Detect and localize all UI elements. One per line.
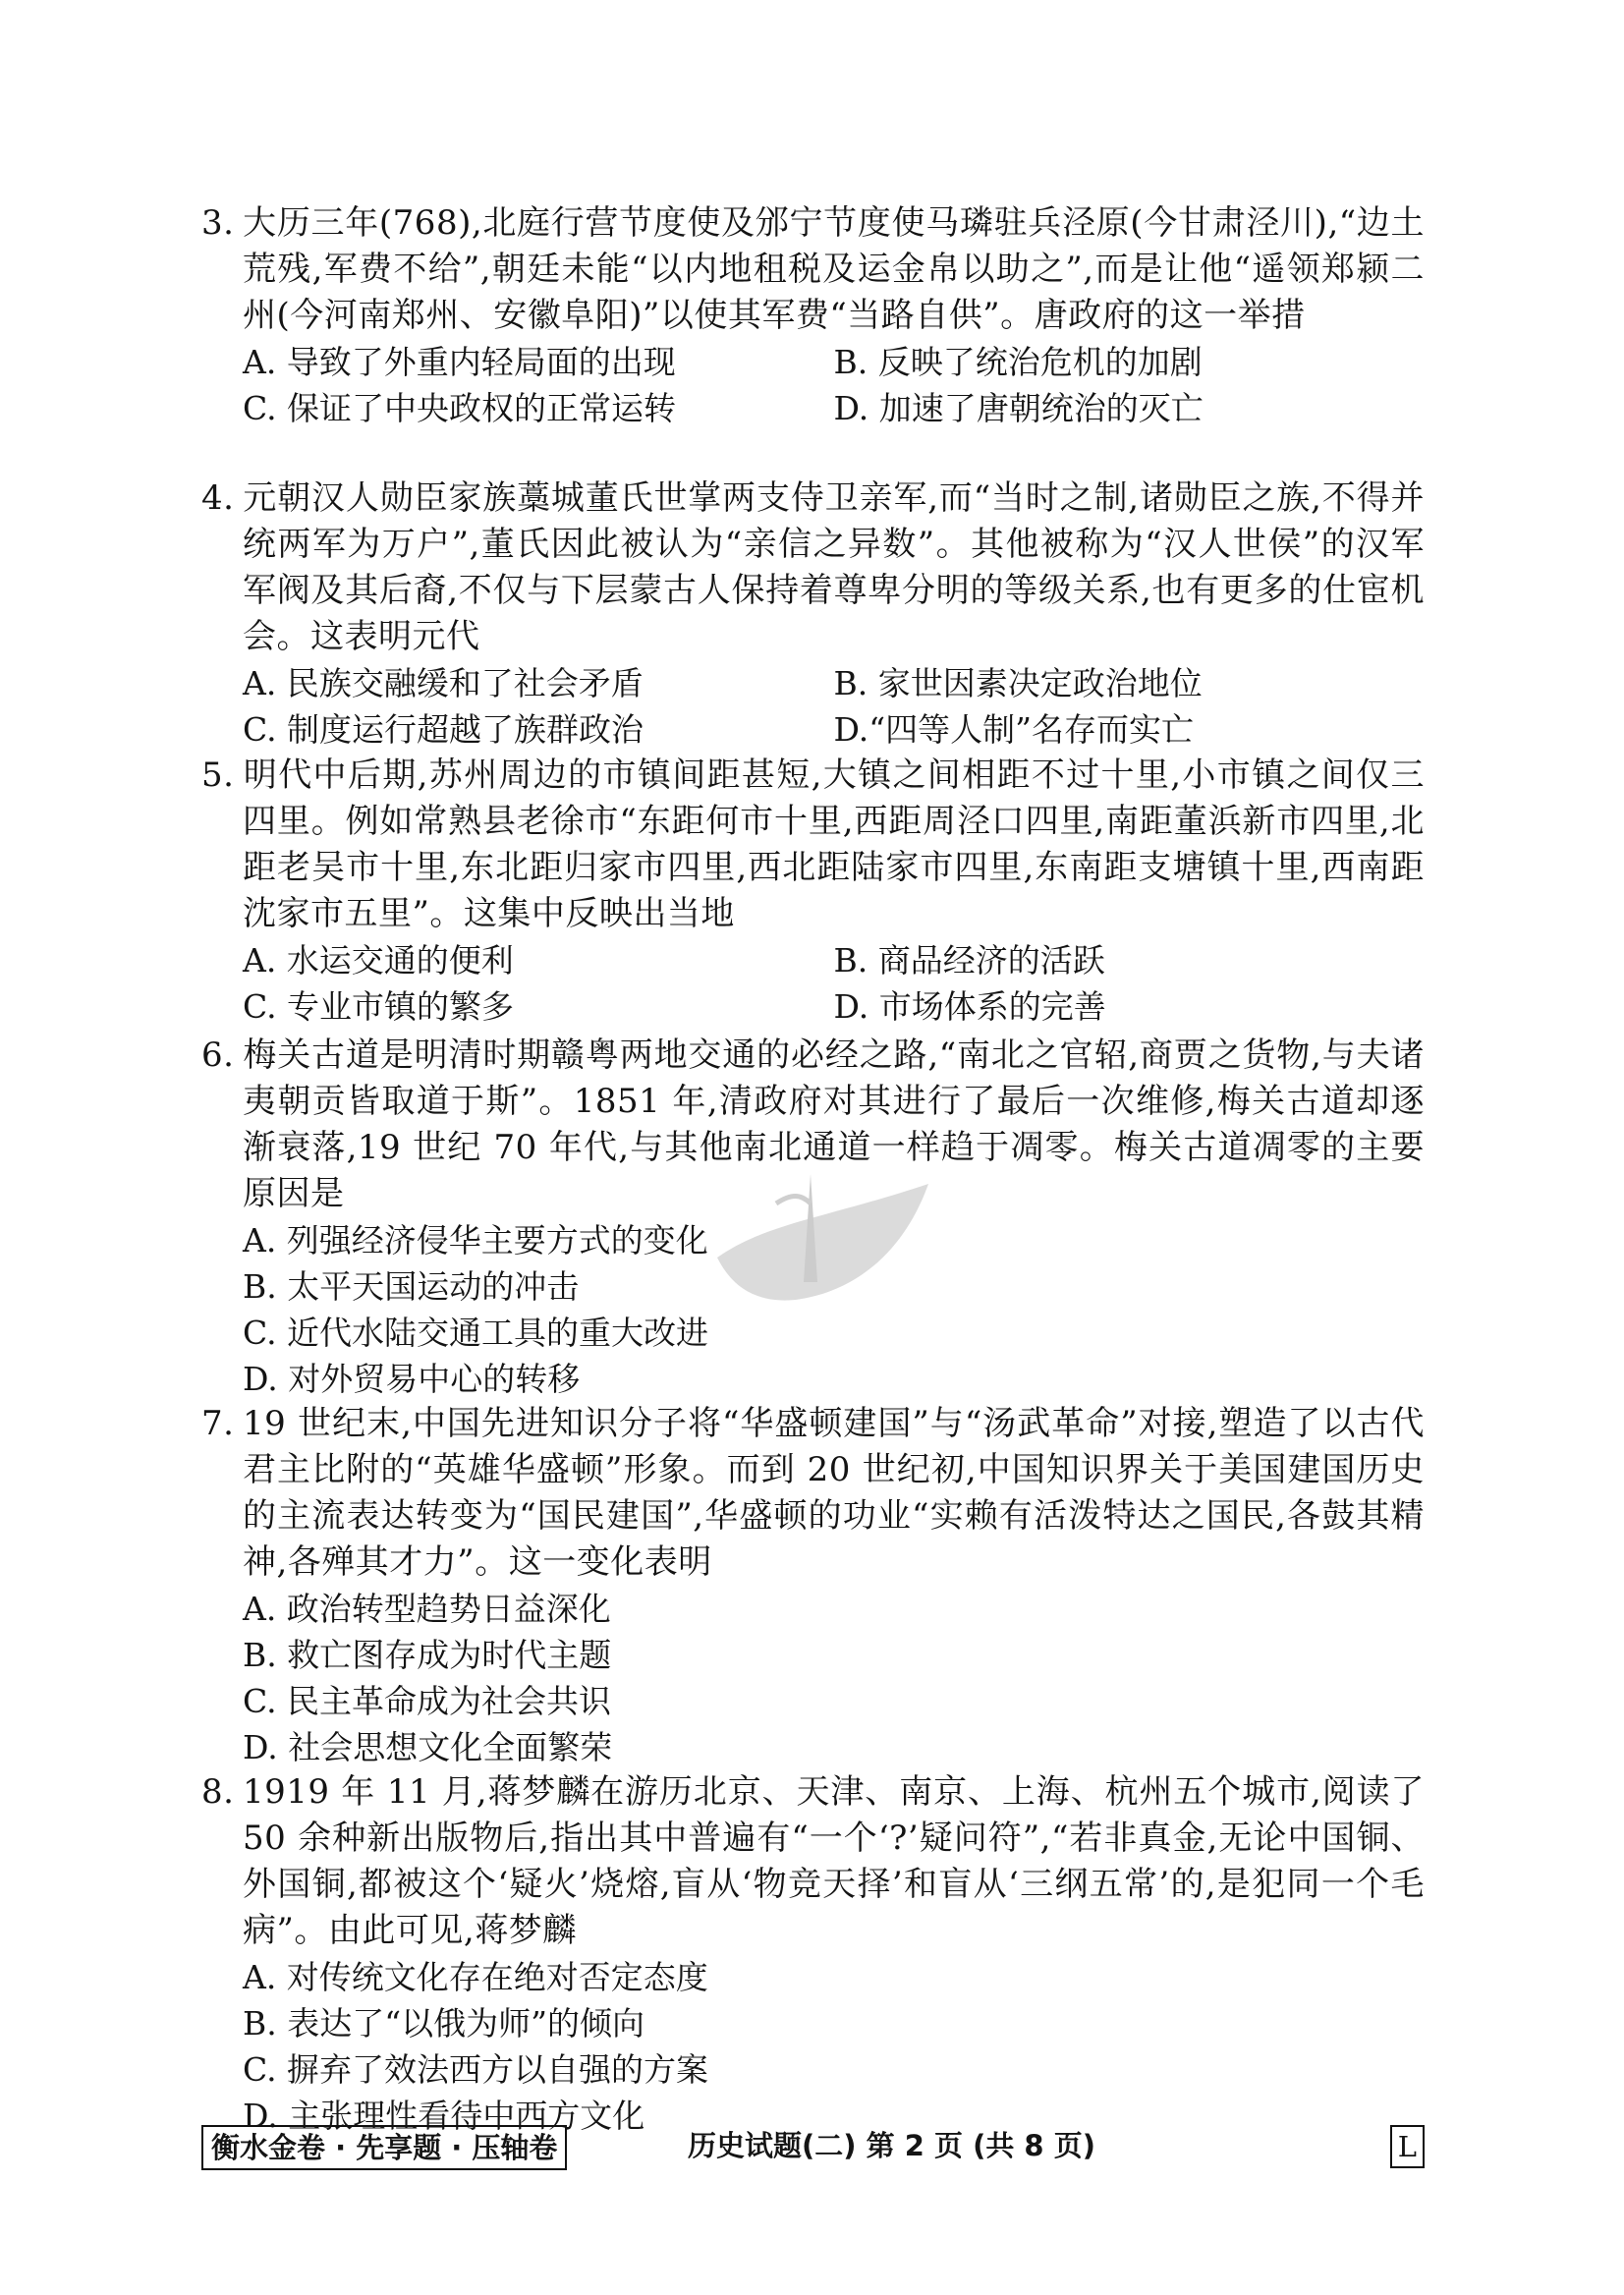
question-4-option-b[interactable]: B. 家世因素决定政治地位	[833, 664, 1203, 702]
question-4-text: 元朝汉人勋臣家族藁城董氏世掌两支侍卫亲军,而“当时之制,诸勋臣之族,不得并统两军为万户”,董氏因此被认为“亲信之异数”。其他被称为“汉人世侯”的汉军军阀及其后裔,不仅与下层蒙古人保持着尊卑分明的等级关系,也有更多的仕宦机会。这表明元代	[243, 478, 1425, 656]
question-7-number: 7.	[201, 1404, 235, 1443]
question-5-option-c[interactable]: C. 专业市镇的繁多	[243, 987, 515, 1026]
question-5-option-b[interactable]: B. 商品经济的活跃	[833, 941, 1105, 980]
question-5	[201, 753, 1425, 1033]
question-3-stem	[201, 200, 1425, 339]
question-5-option-d[interactable]: D. 市场体系的完善	[833, 987, 1106, 1026]
question-8-number: 8.	[201, 1772, 235, 1812]
question-8	[201, 1769, 1425, 2143]
question-4-options	[201, 660, 1425, 753]
question-3-options	[201, 339, 1425, 431]
question-3	[201, 200, 1425, 476]
question-5-text: 明代中后期,苏州周边的市镇间距甚短,大镇之间相距不过十里,小市镇之间仅三四里。例如常熟县老徐市“东距何市十里,西距周泾口四里,南距董浜新市四里,北距老吴市十里,东北距归家市四里,西北距陆家市四里,东南距支塘镇十里,西南距沈家市五里”。这集中反映出当地	[243, 756, 1425, 933]
question-3-option-c[interactable]: C. 保证了中央政权的正常运转	[243, 389, 677, 427]
question-6-option-b[interactable]: B. 太平天国运动的冲击	[243, 1267, 580, 1306]
question-5-options	[201, 937, 1425, 1030]
question-7-stem	[201, 1401, 1425, 1586]
footer-page-info: 历史试题(二) 第 2 页 (共 8 页)	[688, 2129, 1095, 2162]
question-7-option-d[interactable]: D. 社会思想文化全面繁荣	[243, 1728, 613, 1766]
question-7	[201, 1401, 1425, 1769]
question-8-option-d[interactable]: D. 主张理性看待中西方文化	[243, 2097, 645, 2135]
question-5-option-a[interactable]: A. 水运交通的便利	[243, 941, 514, 980]
question-6-number: 6.	[201, 1036, 235, 1075]
question-4-option-a[interactable]: A. 民族交融缓和了社会矛盾	[243, 664, 644, 702]
question-4-number: 4.	[201, 478, 235, 518]
question-8-stem	[201, 1769, 1425, 1954]
question-3-text: 大历三年(768),北庭行营节度使及邠宁节度使马璘驻兵泾原(今甘肃泾川),“边土荒残,军费不给”,朝廷未能“以内地租税及运金帛以助之”,而是让他“遥领郑颍二州(今河南郑州、安徽阜阳)”以使其军费“当路自供”。唐政府的这一举措	[243, 203, 1425, 335]
footer-series-label: 衡水金卷 · 先享题 · 压轴卷	[201, 2125, 567, 2170]
question-7-text: 19 世纪末,中国先进知识分子将“华盛顿建国”与“汤武革命”对接,塑造了以古代君主比附的“英雄华盛顿”形象。而到 20 世纪初,中国知识界关于美国建国历史的主流表达转变为“国民建国”,华盛顿的功业“实赖有活泼特达之国民,各鼓其精神,各殚其才力”。这一变化表明	[243, 1404, 1425, 1582]
question-6-option-c[interactable]: C. 近代水陆交通工具的重大改进	[243, 1314, 709, 1352]
footer-version-mark: L	[1390, 2125, 1425, 2168]
question-8-option-b[interactable]: B. 表达了“以俄为师”的倾向	[243, 2004, 644, 2043]
question-3-option-d[interactable]: D. 加速了唐朝统治的灭亡	[833, 389, 1204, 427]
watermark-logo-icon	[707, 1164, 933, 1312]
question-5-stem	[201, 753, 1425, 937]
question-6-option-d[interactable]: D. 对外贸易中心的转移	[243, 1360, 581, 1398]
question-3-number: 3.	[201, 203, 235, 243]
question-4	[201, 476, 1425, 753]
question-7-options	[201, 1586, 1425, 1770]
question-3-option-b[interactable]: B. 反映了统治危机的加剧	[833, 343, 1203, 381]
question-4-option-c[interactable]: C. 制度运行超越了族群政治	[243, 710, 644, 749]
question-4-option-d[interactable]: D.“四等人制”名存而实亡	[833, 710, 1195, 749]
question-8-text: 1919 年 11 月,蒋梦麟在游历北京、天津、南京、上海、杭州五个城市,阅读了 50 余种新出版物后,指出其中普遍有“一个‘?’疑问符”,“若非真金,无论中国铜、外国铜,都被这个‘疑火’烧熔,盲从‘物竞天择’和盲从‘三纲五常’的,是犯同一个毛病”。由此可见,蒋梦麟	[243, 1772, 1425, 1950]
question-7-option-c[interactable]: C. 民主革命成为社会共识	[243, 1682, 612, 1720]
question-6-option-a[interactable]: A. 列强经济侵华主要方式的变化	[243, 1221, 708, 1259]
question-8-option-c[interactable]: C. 摒弃了效法西方以自强的方案	[243, 2050, 709, 2089]
question-7-option-b[interactable]: B. 救亡图存成为时代主题	[243, 1636, 612, 1674]
question-8-option-a[interactable]: A. 对传统文化存在绝对否定态度	[243, 1958, 708, 1996]
question-5-number: 5.	[201, 756, 235, 795]
question-8-options	[201, 1954, 1425, 2139]
question-3-option-a[interactable]: A. 导致了外重内轻局面的出现	[243, 343, 676, 381]
question-7-option-a[interactable]: A. 政治转型趋势日益深化	[243, 1590, 611, 1628]
question-4-stem	[201, 476, 1425, 660]
question-6-text: 梅关古道是明清时期赣粤两地交通的必经之路,“南北之官轺,商贾之货物,与夫诸夷朝贡皆取道于斯”。1851 年,清政府对其进行了最后一次维修,梅关古道却逐渐衰落,19 世纪 70 年代,与其他南北通道一样趋于凋零。梅关古道凋零的主要原因是	[243, 1036, 1425, 1213]
page-footer	[201, 2125, 1425, 2174]
